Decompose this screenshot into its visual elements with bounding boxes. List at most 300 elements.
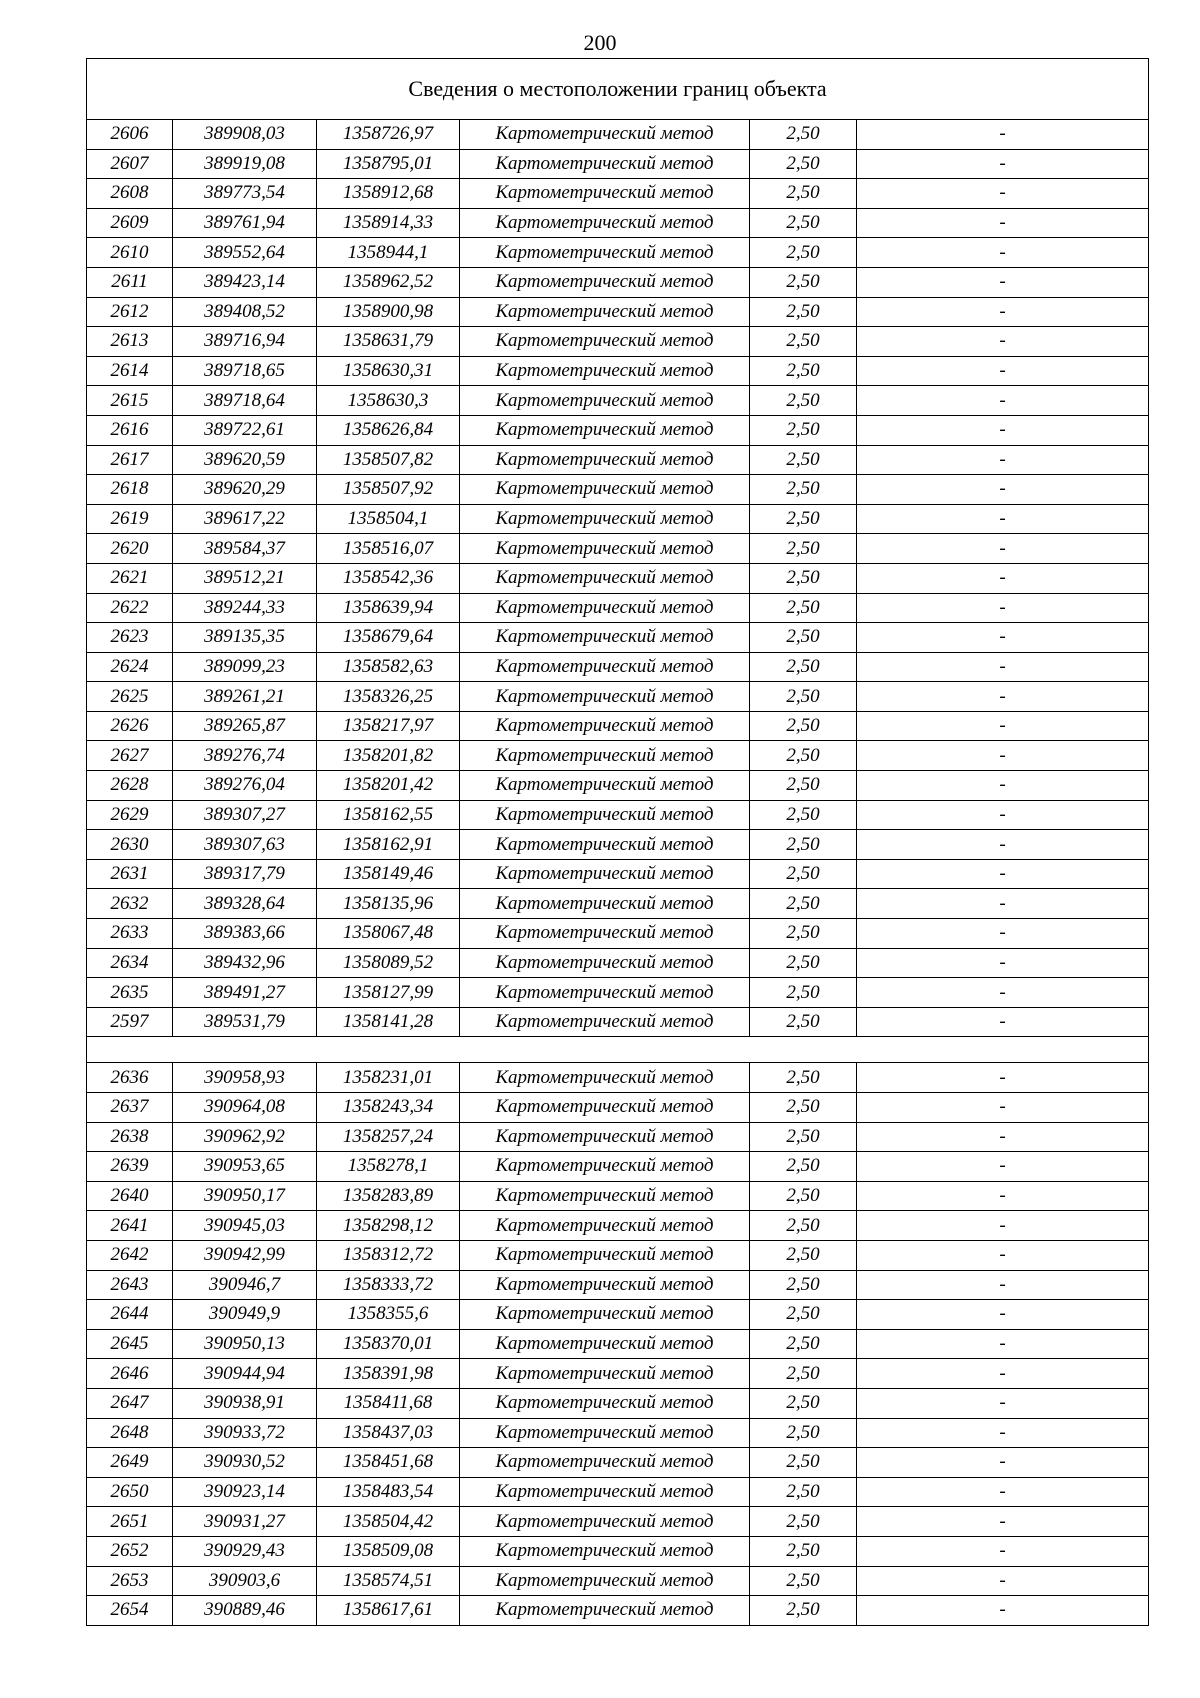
cell-accuracy: 2,50	[750, 623, 857, 653]
cell-method: Картометрический метод	[460, 149, 750, 179]
cell-coord-y: 1358626,84	[317, 415, 460, 445]
cell-method: Картометрический метод	[460, 475, 750, 505]
cell-coord-y: 1358135,96	[317, 889, 460, 919]
cell-accuracy: 2,50	[750, 919, 857, 949]
cell-description: -	[857, 356, 1149, 386]
cell-coord-x: 390938,91	[173, 1388, 317, 1418]
cell-description: -	[857, 1240, 1149, 1270]
cell-coord-y: 1358162,55	[317, 800, 460, 830]
cell-coord-y: 1358257,24	[317, 1122, 460, 1152]
cell-method: Картометрический метод	[460, 1566, 750, 1596]
cell-method: Картометрический метод	[460, 1329, 750, 1359]
cell-point-number: 2620	[87, 534, 173, 564]
cell-coord-x: 389620,59	[173, 445, 317, 475]
cell-accuracy: 2,50	[750, 238, 857, 268]
cell-point-number: 2616	[87, 415, 173, 445]
cell-point-number: 2613	[87, 327, 173, 357]
table-row	[87, 1007, 1149, 1037]
cell-accuracy: 2,50	[750, 1359, 857, 1389]
cell-point-number: 2647	[87, 1388, 173, 1418]
group-separator-row	[87, 1037, 1149, 1063]
cell-description: -	[857, 208, 1149, 238]
cell-method: Картометрический метод	[460, 711, 750, 741]
cell-method: Картометрический метод	[460, 800, 750, 830]
cell-coord-x: 389432,96	[173, 948, 317, 978]
cell-coord-x: 390958,93	[173, 1063, 317, 1093]
cell-method: Картометрический метод	[460, 859, 750, 889]
cell-method: Картометрический метод	[460, 1007, 750, 1037]
cell-accuracy: 2,50	[750, 859, 857, 889]
cell-accuracy: 2,50	[750, 267, 857, 297]
cell-coord-y: 1358639,94	[317, 593, 460, 623]
boundary-table-container	[86, 58, 1148, 1626]
cell-description: -	[857, 1359, 1149, 1389]
cell-coord-x: 390944,94	[173, 1359, 317, 1389]
cell-accuracy: 2,50	[750, 1152, 857, 1182]
cell-accuracy: 2,50	[750, 1536, 857, 1566]
cell-accuracy: 2,50	[750, 327, 857, 357]
cell-coord-x: 390945,03	[173, 1211, 317, 1241]
cell-description: -	[857, 652, 1149, 682]
cell-accuracy: 2,50	[750, 1329, 857, 1359]
cell-method: Картометрический метод	[460, 771, 750, 801]
cell-coord-x: 389584,37	[173, 534, 317, 564]
cell-method: Картометрический метод	[460, 563, 750, 593]
cell-point-number: 2608	[87, 179, 173, 209]
cell-method: Картометрический метод	[460, 1388, 750, 1418]
cell-coord-x: 389919,08	[173, 149, 317, 179]
cell-description: -	[857, 889, 1149, 919]
cell-coord-y: 1358504,1	[317, 504, 460, 534]
table-row	[87, 1093, 1149, 1123]
table-title: Сведения о местоположении границ объекта	[87, 59, 1149, 120]
cell-coord-x: 389276,74	[173, 741, 317, 771]
cell-coord-x: 389722,61	[173, 415, 317, 445]
table-row	[87, 1388, 1149, 1418]
group-separator-cell	[87, 1037, 1149, 1063]
table-row	[87, 297, 1149, 327]
cell-coord-x: 390942,99	[173, 1240, 317, 1270]
cell-point-number: 2641	[87, 1211, 173, 1241]
cell-method: Картометрический метод	[460, 267, 750, 297]
cell-point-number: 2630	[87, 830, 173, 860]
cell-point-number: 2652	[87, 1536, 173, 1566]
cell-coord-y: 1358451,68	[317, 1448, 460, 1478]
cell-method: Картометрический метод	[460, 1448, 750, 1478]
cell-coord-x: 390889,46	[173, 1596, 317, 1626]
table-row	[87, 1507, 1149, 1537]
cell-accuracy: 2,50	[750, 1448, 857, 1478]
cell-accuracy: 2,50	[750, 208, 857, 238]
cell-accuracy: 2,50	[750, 1477, 857, 1507]
cell-coord-y: 1358201,82	[317, 741, 460, 771]
cell-accuracy: 2,50	[750, 475, 857, 505]
cell-point-number: 2636	[87, 1063, 173, 1093]
table-row	[87, 593, 1149, 623]
cell-point-number: 2653	[87, 1566, 173, 1596]
cell-coord-y: 1358243,34	[317, 1093, 460, 1123]
cell-accuracy: 2,50	[750, 830, 857, 860]
table-body	[87, 59, 1149, 1626]
cell-coord-y: 1358542,36	[317, 563, 460, 593]
cell-point-number: 2621	[87, 563, 173, 593]
cell-point-number: 2623	[87, 623, 173, 653]
cell-point-number: 2626	[87, 711, 173, 741]
cell-description: -	[857, 1596, 1149, 1626]
cell-point-number: 2639	[87, 1152, 173, 1182]
cell-description: -	[857, 1300, 1149, 1330]
table-row	[87, 948, 1149, 978]
table-row	[87, 475, 1149, 505]
cell-coord-y: 1358912,68	[317, 179, 460, 209]
cell-coord-y: 1358141,28	[317, 1007, 460, 1037]
cell-method: Картометрический метод	[460, 1270, 750, 1300]
table-row	[87, 179, 1149, 209]
cell-coord-y: 1358582,63	[317, 652, 460, 682]
cell-description: -	[857, 1063, 1149, 1093]
cell-accuracy: 2,50	[750, 800, 857, 830]
cell-point-number: 2637	[87, 1093, 173, 1123]
cell-description: -	[857, 1418, 1149, 1448]
cell-coord-y: 1358509,08	[317, 1536, 460, 1566]
cell-description: -	[857, 238, 1149, 268]
cell-description: -	[857, 948, 1149, 978]
cell-accuracy: 2,50	[750, 149, 857, 179]
cell-coord-y: 1358504,42	[317, 1507, 460, 1537]
table-row	[87, 1181, 1149, 1211]
cell-point-number: 2629	[87, 800, 173, 830]
cell-coord-y: 1358483,54	[317, 1477, 460, 1507]
cell-coord-y: 1358127,99	[317, 978, 460, 1008]
cell-description: -	[857, 830, 1149, 860]
cell-point-number: 2654	[87, 1596, 173, 1626]
cell-method: Картометрический метод	[460, 919, 750, 949]
cell-method: Картометрический метод	[460, 238, 750, 268]
cell-accuracy: 2,50	[750, 445, 857, 475]
table-row	[87, 978, 1149, 1008]
cell-point-number: 2645	[87, 1329, 173, 1359]
cell-accuracy: 2,50	[750, 1063, 857, 1093]
cell-coord-y: 1358574,51	[317, 1566, 460, 1596]
cell-accuracy: 2,50	[750, 978, 857, 1008]
cell-coord-x: 390950,17	[173, 1181, 317, 1211]
cell-description: -	[857, 1152, 1149, 1182]
cell-coord-x: 389512,21	[173, 563, 317, 593]
cell-point-number: 2638	[87, 1122, 173, 1152]
table-row	[87, 682, 1149, 712]
cell-point-number: 2627	[87, 741, 173, 771]
cell-method: Картометрический метод	[460, 1122, 750, 1152]
cell-coord-y: 1358355,6	[317, 1300, 460, 1330]
cell-accuracy: 2,50	[750, 297, 857, 327]
table-row	[87, 623, 1149, 653]
cell-coord-x: 390923,14	[173, 1477, 317, 1507]
cell-coord-x: 390950,13	[173, 1329, 317, 1359]
table-row	[87, 1448, 1149, 1478]
cell-description: -	[857, 386, 1149, 416]
cell-point-number: 2648	[87, 1418, 173, 1448]
cell-method: Картометрический метод	[460, 120, 750, 150]
cell-accuracy: 2,50	[750, 120, 857, 150]
cell-description: -	[857, 149, 1149, 179]
cell-description: -	[857, 859, 1149, 889]
cell-coord-y: 1358437,03	[317, 1418, 460, 1448]
cell-method: Картометрический метод	[460, 1477, 750, 1507]
cell-accuracy: 2,50	[750, 1007, 857, 1037]
cell-coord-y: 1358278,1	[317, 1152, 460, 1182]
cell-method: Картометрический метод	[460, 1300, 750, 1330]
cell-description: -	[857, 741, 1149, 771]
cell-point-number: 2618	[87, 475, 173, 505]
table-row	[87, 327, 1149, 357]
table-row	[87, 120, 1149, 150]
cell-point-number: 2625	[87, 682, 173, 712]
cell-description: -	[857, 919, 1149, 949]
table-row	[87, 415, 1149, 445]
cell-method: Картометрический метод	[460, 978, 750, 1008]
cell-coord-x: 389307,27	[173, 800, 317, 830]
cell-method: Картометрический метод	[460, 1063, 750, 1093]
cell-description: -	[857, 1448, 1149, 1478]
cell-method: Картометрический метод	[460, 327, 750, 357]
cell-accuracy: 2,50	[750, 711, 857, 741]
cell-description: -	[857, 563, 1149, 593]
cell-coord-x: 389383,66	[173, 919, 317, 949]
cell-coord-y: 1358298,12	[317, 1211, 460, 1241]
cell-method: Картометрический метод	[460, 297, 750, 327]
cell-description: -	[857, 179, 1149, 209]
cell-point-number: 2650	[87, 1477, 173, 1507]
cell-method: Картометрический метод	[460, 623, 750, 653]
cell-coord-x: 390929,43	[173, 1536, 317, 1566]
cell-point-number: 2634	[87, 948, 173, 978]
cell-accuracy: 2,50	[750, 1181, 857, 1211]
cell-description: -	[857, 711, 1149, 741]
cell-method: Картометрический метод	[460, 830, 750, 860]
cell-coord-x: 389552,64	[173, 238, 317, 268]
cell-description: -	[857, 297, 1149, 327]
cell-coord-y: 1358617,61	[317, 1596, 460, 1626]
cell-coord-x: 389773,54	[173, 179, 317, 209]
cell-point-number: 2609	[87, 208, 173, 238]
cell-accuracy: 2,50	[750, 682, 857, 712]
cell-coord-y: 1358507,92	[317, 475, 460, 505]
cell-method: Картометрический метод	[460, 1536, 750, 1566]
cell-accuracy: 2,50	[750, 1270, 857, 1300]
table-row	[87, 1329, 1149, 1359]
table-row	[87, 1566, 1149, 1596]
cell-description: -	[857, 682, 1149, 712]
cell-coord-x: 390931,27	[173, 1507, 317, 1537]
cell-method: Картометрический метод	[460, 445, 750, 475]
cell-description: -	[857, 534, 1149, 564]
cell-accuracy: 2,50	[750, 356, 857, 386]
table-row	[87, 889, 1149, 919]
cell-method: Картометрический метод	[460, 415, 750, 445]
cell-point-number: 2607	[87, 149, 173, 179]
cell-point-number: 2628	[87, 771, 173, 801]
cell-accuracy: 2,50	[750, 1093, 857, 1123]
cell-method: Картометрический метод	[460, 1240, 750, 1270]
cell-point-number: 2644	[87, 1300, 173, 1330]
table-row	[87, 1211, 1149, 1241]
cell-description: -	[857, 593, 1149, 623]
cell-point-number: 2631	[87, 859, 173, 889]
cell-accuracy: 2,50	[750, 1300, 857, 1330]
cell-description: -	[857, 800, 1149, 830]
cell-description: -	[857, 1566, 1149, 1596]
cell-method: Картометрический метод	[460, 1507, 750, 1537]
cell-method: Картометрический метод	[460, 593, 750, 623]
cell-accuracy: 2,50	[750, 948, 857, 978]
cell-point-number: 2614	[87, 356, 173, 386]
cell-accuracy: 2,50	[750, 889, 857, 919]
table-row	[87, 1477, 1149, 1507]
cell-accuracy: 2,50	[750, 179, 857, 209]
cell-coord-x: 390946,7	[173, 1270, 317, 1300]
cell-point-number: 2606	[87, 120, 173, 150]
table-row	[87, 771, 1149, 801]
cell-coord-y: 1358630,3	[317, 386, 460, 416]
cell-description: -	[857, 327, 1149, 357]
cell-coord-y: 1358411,68	[317, 1388, 460, 1418]
cell-accuracy: 2,50	[750, 534, 857, 564]
cell-point-number: 2646	[87, 1359, 173, 1389]
cell-description: -	[857, 1329, 1149, 1359]
cell-method: Картометрический метод	[460, 1152, 750, 1182]
table-row	[87, 356, 1149, 386]
cell-point-number: 2640	[87, 1181, 173, 1211]
cell-coord-y: 1358516,07	[317, 534, 460, 564]
cell-method: Картометрический метод	[460, 1181, 750, 1211]
table-row	[87, 1596, 1149, 1626]
cell-coord-x: 389099,23	[173, 652, 317, 682]
cell-coord-y: 1358370,01	[317, 1329, 460, 1359]
cell-point-number: 2622	[87, 593, 173, 623]
cell-accuracy: 2,50	[750, 415, 857, 445]
cell-point-number: 2617	[87, 445, 173, 475]
cell-description: -	[857, 1477, 1149, 1507]
cell-method: Картометрический метод	[460, 504, 750, 534]
cell-coord-x: 389908,03	[173, 120, 317, 150]
cell-coord-x: 390903,6	[173, 1566, 317, 1596]
cell-accuracy: 2,50	[750, 1211, 857, 1241]
cell-coord-y: 1358067,48	[317, 919, 460, 949]
cell-coord-x: 389244,33	[173, 593, 317, 623]
table-row	[87, 1270, 1149, 1300]
table-row	[87, 711, 1149, 741]
cell-accuracy: 2,50	[750, 563, 857, 593]
cell-accuracy: 2,50	[750, 771, 857, 801]
cell-accuracy: 2,50	[750, 1122, 857, 1152]
cell-accuracy: 2,50	[750, 386, 857, 416]
cell-coord-x: 389531,79	[173, 1007, 317, 1037]
cell-description: -	[857, 1507, 1149, 1537]
cell-accuracy: 2,50	[750, 741, 857, 771]
cell-accuracy: 2,50	[750, 504, 857, 534]
cell-method: Картометрический метод	[460, 682, 750, 712]
cell-coord-x: 389716,94	[173, 327, 317, 357]
cell-description: -	[857, 1122, 1149, 1152]
cell-point-number: 2643	[87, 1270, 173, 1300]
cell-coord-x: 389491,27	[173, 978, 317, 1008]
cell-accuracy: 2,50	[750, 1240, 857, 1270]
table-row	[87, 919, 1149, 949]
cell-method: Картометрический метод	[460, 1418, 750, 1448]
table-row	[87, 1122, 1149, 1152]
page-number: 200	[583, 30, 617, 55]
cell-coord-y: 1358679,64	[317, 623, 460, 653]
table-row	[87, 386, 1149, 416]
cell-coord-x: 389276,04	[173, 771, 317, 801]
table-row	[87, 149, 1149, 179]
table-row	[87, 859, 1149, 889]
cell-point-number: 2642	[87, 1240, 173, 1270]
cell-coord-x: 390953,65	[173, 1152, 317, 1182]
table-row	[87, 1418, 1149, 1448]
cell-point-number: 2649	[87, 1448, 173, 1478]
cell-description: -	[857, 623, 1149, 653]
table-row	[87, 534, 1149, 564]
table-row	[87, 445, 1149, 475]
cell-coord-y: 1358391,98	[317, 1359, 460, 1389]
cell-coord-x: 389761,94	[173, 208, 317, 238]
table-row	[87, 208, 1149, 238]
cell-coord-x: 389135,35	[173, 623, 317, 653]
cell-coord-y: 1358231,01	[317, 1063, 460, 1093]
cell-method: Картометрический метод	[460, 652, 750, 682]
cell-point-number: 2597	[87, 1007, 173, 1037]
cell-description: -	[857, 120, 1149, 150]
cell-coord-x: 389408,52	[173, 297, 317, 327]
cell-coord-x: 389620,29	[173, 475, 317, 505]
cell-coord-x: 389718,65	[173, 356, 317, 386]
cell-coord-x: 389617,22	[173, 504, 317, 534]
cell-description: -	[857, 1270, 1149, 1300]
table-row	[87, 1240, 1149, 1270]
cell-method: Картометрический метод	[460, 356, 750, 386]
cell-coord-y: 1358217,97	[317, 711, 460, 741]
cell-description: -	[857, 1093, 1149, 1123]
table-row	[87, 238, 1149, 268]
cell-point-number: 2615	[87, 386, 173, 416]
cell-method: Картометрический метод	[460, 741, 750, 771]
cell-description: -	[857, 445, 1149, 475]
cell-point-number: 2624	[87, 652, 173, 682]
cell-description: -	[857, 504, 1149, 534]
cell-coord-x: 390933,72	[173, 1418, 317, 1448]
cell-point-number: 2610	[87, 238, 173, 268]
table-row	[87, 504, 1149, 534]
cell-point-number: 2635	[87, 978, 173, 1008]
cell-coord-x: 389718,64	[173, 386, 317, 416]
cell-coord-y: 1358900,98	[317, 297, 460, 327]
table-row	[87, 1536, 1149, 1566]
cell-point-number: 2611	[87, 267, 173, 297]
table-row	[87, 1152, 1149, 1182]
table-row	[87, 267, 1149, 297]
cell-description: -	[857, 1388, 1149, 1418]
table-row	[87, 741, 1149, 771]
cell-method: Картометрический метод	[460, 948, 750, 978]
cell-coord-x: 390962,92	[173, 1122, 317, 1152]
cell-description: -	[857, 771, 1149, 801]
cell-description: -	[857, 1007, 1149, 1037]
table-row	[87, 830, 1149, 860]
cell-accuracy: 2,50	[750, 1507, 857, 1537]
cell-coord-y: 1358914,33	[317, 208, 460, 238]
cell-coord-y: 1358962,52	[317, 267, 460, 297]
